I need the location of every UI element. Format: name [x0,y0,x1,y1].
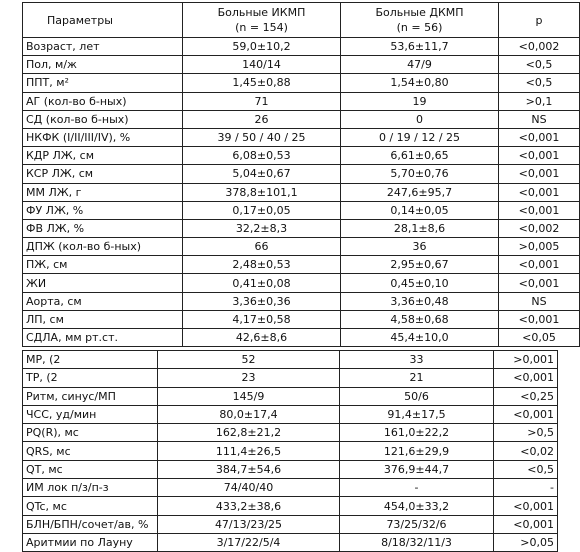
table-row [23,329,580,347]
p-value: <0,05 [499,329,580,347]
row-label: ПЖ, см [23,256,183,274]
p-value: <0,5 [499,56,580,74]
dkmp-value: 6,61±0,65 [341,147,499,165]
dkmp-value: 21 [340,369,494,387]
header-p: р [499,3,580,38]
row-label: МР, (2 [23,351,158,369]
ikmp-value: 378,8±101,1 [183,183,341,201]
p-value: <0,001 [499,274,580,292]
p-value: NS [499,292,580,310]
p-value: <0,5 [499,74,580,92]
p-value: <0,001 [494,405,558,423]
row-label: Ритм, синус/МП [23,387,158,405]
dkmp-value: 36 [341,238,499,256]
p-value: <0,001 [499,310,580,328]
dkmp-value: 247,6±95,7 [341,183,499,201]
table-row [23,369,558,387]
p-value: <0,001 [499,128,580,146]
row-label: ММ ЛЖ, г [23,183,183,201]
comparison-table-secondary [22,350,558,552]
dkmp-value: 454,0±33,2 [340,497,494,515]
table-row [23,56,580,74]
dkmp-value: 73/25/32/6 [340,515,494,533]
table-row [23,74,580,92]
p-value: <0,02 [494,442,558,460]
dkmp-value: 19 [341,92,499,110]
ikmp-value: 59,0±10,2 [183,38,341,56]
ikmp-value: 52 [158,351,340,369]
p-value: <0,002 [499,219,580,237]
dkmp-value: 28,1±8,6 [341,219,499,237]
dkmp-value: - [340,479,494,497]
ikmp-value: 0,41±0,08 [183,274,341,292]
table-row [23,201,580,219]
ikmp-value: 140/14 [183,56,341,74]
header-ikmp-text: Больные ИКМП (n = 154) [217,6,306,34]
comparison-table-main [22,2,580,347]
ikmp-value: 145/9 [158,387,340,405]
row-label: ЛП, см [23,310,183,328]
ikmp-value: 4,17±0,58 [183,310,341,328]
table-row [23,533,558,551]
dkmp-value: 161,0±22,2 [340,424,494,442]
table-row [23,110,580,128]
ikmp-value: 47/13/23/25 [158,515,340,533]
row-label: ФВ ЛЖ, % [23,219,183,237]
row-label: СДЛА, мм рт.ст. [23,329,183,347]
table-row [23,424,558,442]
dkmp-value: 33 [340,351,494,369]
p-value: <0,001 [499,165,580,183]
p-value: <0,25 [494,387,558,405]
p-value: >0,005 [499,238,580,256]
row-label: ДПЖ (кол-во б-ных) [23,238,183,256]
ikmp-value: 0,17±0,05 [183,201,341,219]
row-label: Пол, м/ж [23,56,183,74]
row-label: АГ (кол-во б-ных) [23,92,183,110]
table-row [23,147,580,165]
dkmp-value: 47/9 [341,56,499,74]
row-label: КСР ЛЖ, см [23,165,183,183]
ikmp-value: 23 [158,369,340,387]
table-row [23,183,580,201]
row-label: ТР, (2 [23,369,158,387]
ikmp-value: 3/17/22/5/4 [158,533,340,551]
p-value: <0,001 [499,183,580,201]
dkmp-value: 0,45±0,10 [341,274,499,292]
row-label: НКФК (I/II/III/IV), % [23,128,183,146]
row-label: Аритмии по Лауну [23,533,158,551]
table-row [23,38,580,56]
dkmp-value: 8/18/32/11/3 [340,533,494,551]
table-row [23,351,558,369]
p-value: >0,5 [494,424,558,442]
row-label: СД (кол-во б-ных) [23,110,183,128]
p-value: >0,001 [494,351,558,369]
dkmp-value: 121,6±29,9 [340,442,494,460]
ikmp-value: 32,2±8,3 [183,219,341,237]
table-row [23,92,580,110]
row-label: ППТ, м² [23,74,183,92]
p-value: <0,001 [499,256,580,274]
p-value: <0,001 [494,515,558,533]
table-row [23,442,558,460]
p-value: <0,001 [494,497,558,515]
ikmp-value: 74/40/40 [158,479,340,497]
table-row [23,219,580,237]
row-label: Аорта, см [23,292,183,310]
ikmp-value: 39 / 50 / 40 / 25 [183,128,341,146]
table-row [23,165,580,183]
table-row [23,310,580,328]
dkmp-value: 376,9±44,7 [340,460,494,478]
dkmp-value: 0 / 19 / 12 / 25 [341,128,499,146]
row-label: КДР ЛЖ, см [23,147,183,165]
p-value: <0,001 [499,201,580,219]
p-value: <0,001 [499,147,580,165]
dkmp-value: 5,70±0,76 [341,165,499,183]
dkmp-value: 0,14±0,05 [341,201,499,219]
header-dkmp [341,3,499,38]
dkmp-value: 2,95±0,67 [341,256,499,274]
ikmp-value: 2,48±0,53 [183,256,341,274]
header-ikmp [183,3,341,38]
row-label: QT, мс [23,460,158,478]
table-row [23,405,558,423]
p-value: - [494,479,558,497]
table-header-row [23,3,580,38]
row-label: QTc, мс [23,497,158,515]
dkmp-value: 4,58±0,68 [341,310,499,328]
row-label: QRS, мс [23,442,158,460]
dkmp-value: 91,4±17,5 [340,405,494,423]
table-row [23,497,558,515]
dkmp-value: 45,4±10,0 [341,329,499,347]
row-label: ФУ ЛЖ, % [23,201,183,219]
table1-body [23,38,580,347]
p-value: <0,002 [499,38,580,56]
header-parameters: Параметры [23,3,183,38]
ikmp-value: 5,04±0,67 [183,165,341,183]
dkmp-value: 3,36±0,48 [341,292,499,310]
row-label: БЛН/БПН/сочет/ав, % [23,515,158,533]
ikmp-value: 3,36±0,36 [183,292,341,310]
table-row [23,292,580,310]
dkmp-value: 0 [341,110,499,128]
table-row [23,515,558,533]
ikmp-value: 111,4±26,5 [158,442,340,460]
p-value: <0,5 [494,460,558,478]
table-row [23,479,558,497]
ikmp-value: 26 [183,110,341,128]
table-row [23,128,580,146]
table-row [23,387,558,405]
ikmp-value: 66 [183,238,341,256]
ikmp-value: 80,0±17,4 [158,405,340,423]
p-value: >0,05 [494,533,558,551]
ikmp-value: 71 [183,92,341,110]
p-value: >0,1 [499,92,580,110]
row-label: ИМ лок п/з/п-з [23,479,158,497]
table2-body [23,351,558,552]
dkmp-value: 50/6 [340,387,494,405]
ikmp-value: 384,7±54,6 [158,460,340,478]
p-value: NS [499,110,580,128]
table-row [23,460,558,478]
header-dkmp-text: Больные ДКМП (n = 56) [375,6,464,34]
ikmp-value: 162,8±21,2 [158,424,340,442]
ikmp-value: 1,45±0,88 [183,74,341,92]
row-label: ЧСС, уд/мин [23,405,158,423]
ikmp-value: 42,6±8,6 [183,329,341,347]
table-row [23,256,580,274]
ikmp-value: 433,2±38,6 [158,497,340,515]
row-label: ЖИ [23,274,183,292]
row-label: PQ(R), мс [23,424,158,442]
p-value: <0,001 [494,369,558,387]
table-row [23,274,580,292]
dkmp-value: 53,6±11,7 [341,38,499,56]
dkmp-value: 1,54±0,80 [341,74,499,92]
row-label: Возраст, лет [23,38,183,56]
table-row [23,238,580,256]
ikmp-value: 6,08±0,53 [183,147,341,165]
